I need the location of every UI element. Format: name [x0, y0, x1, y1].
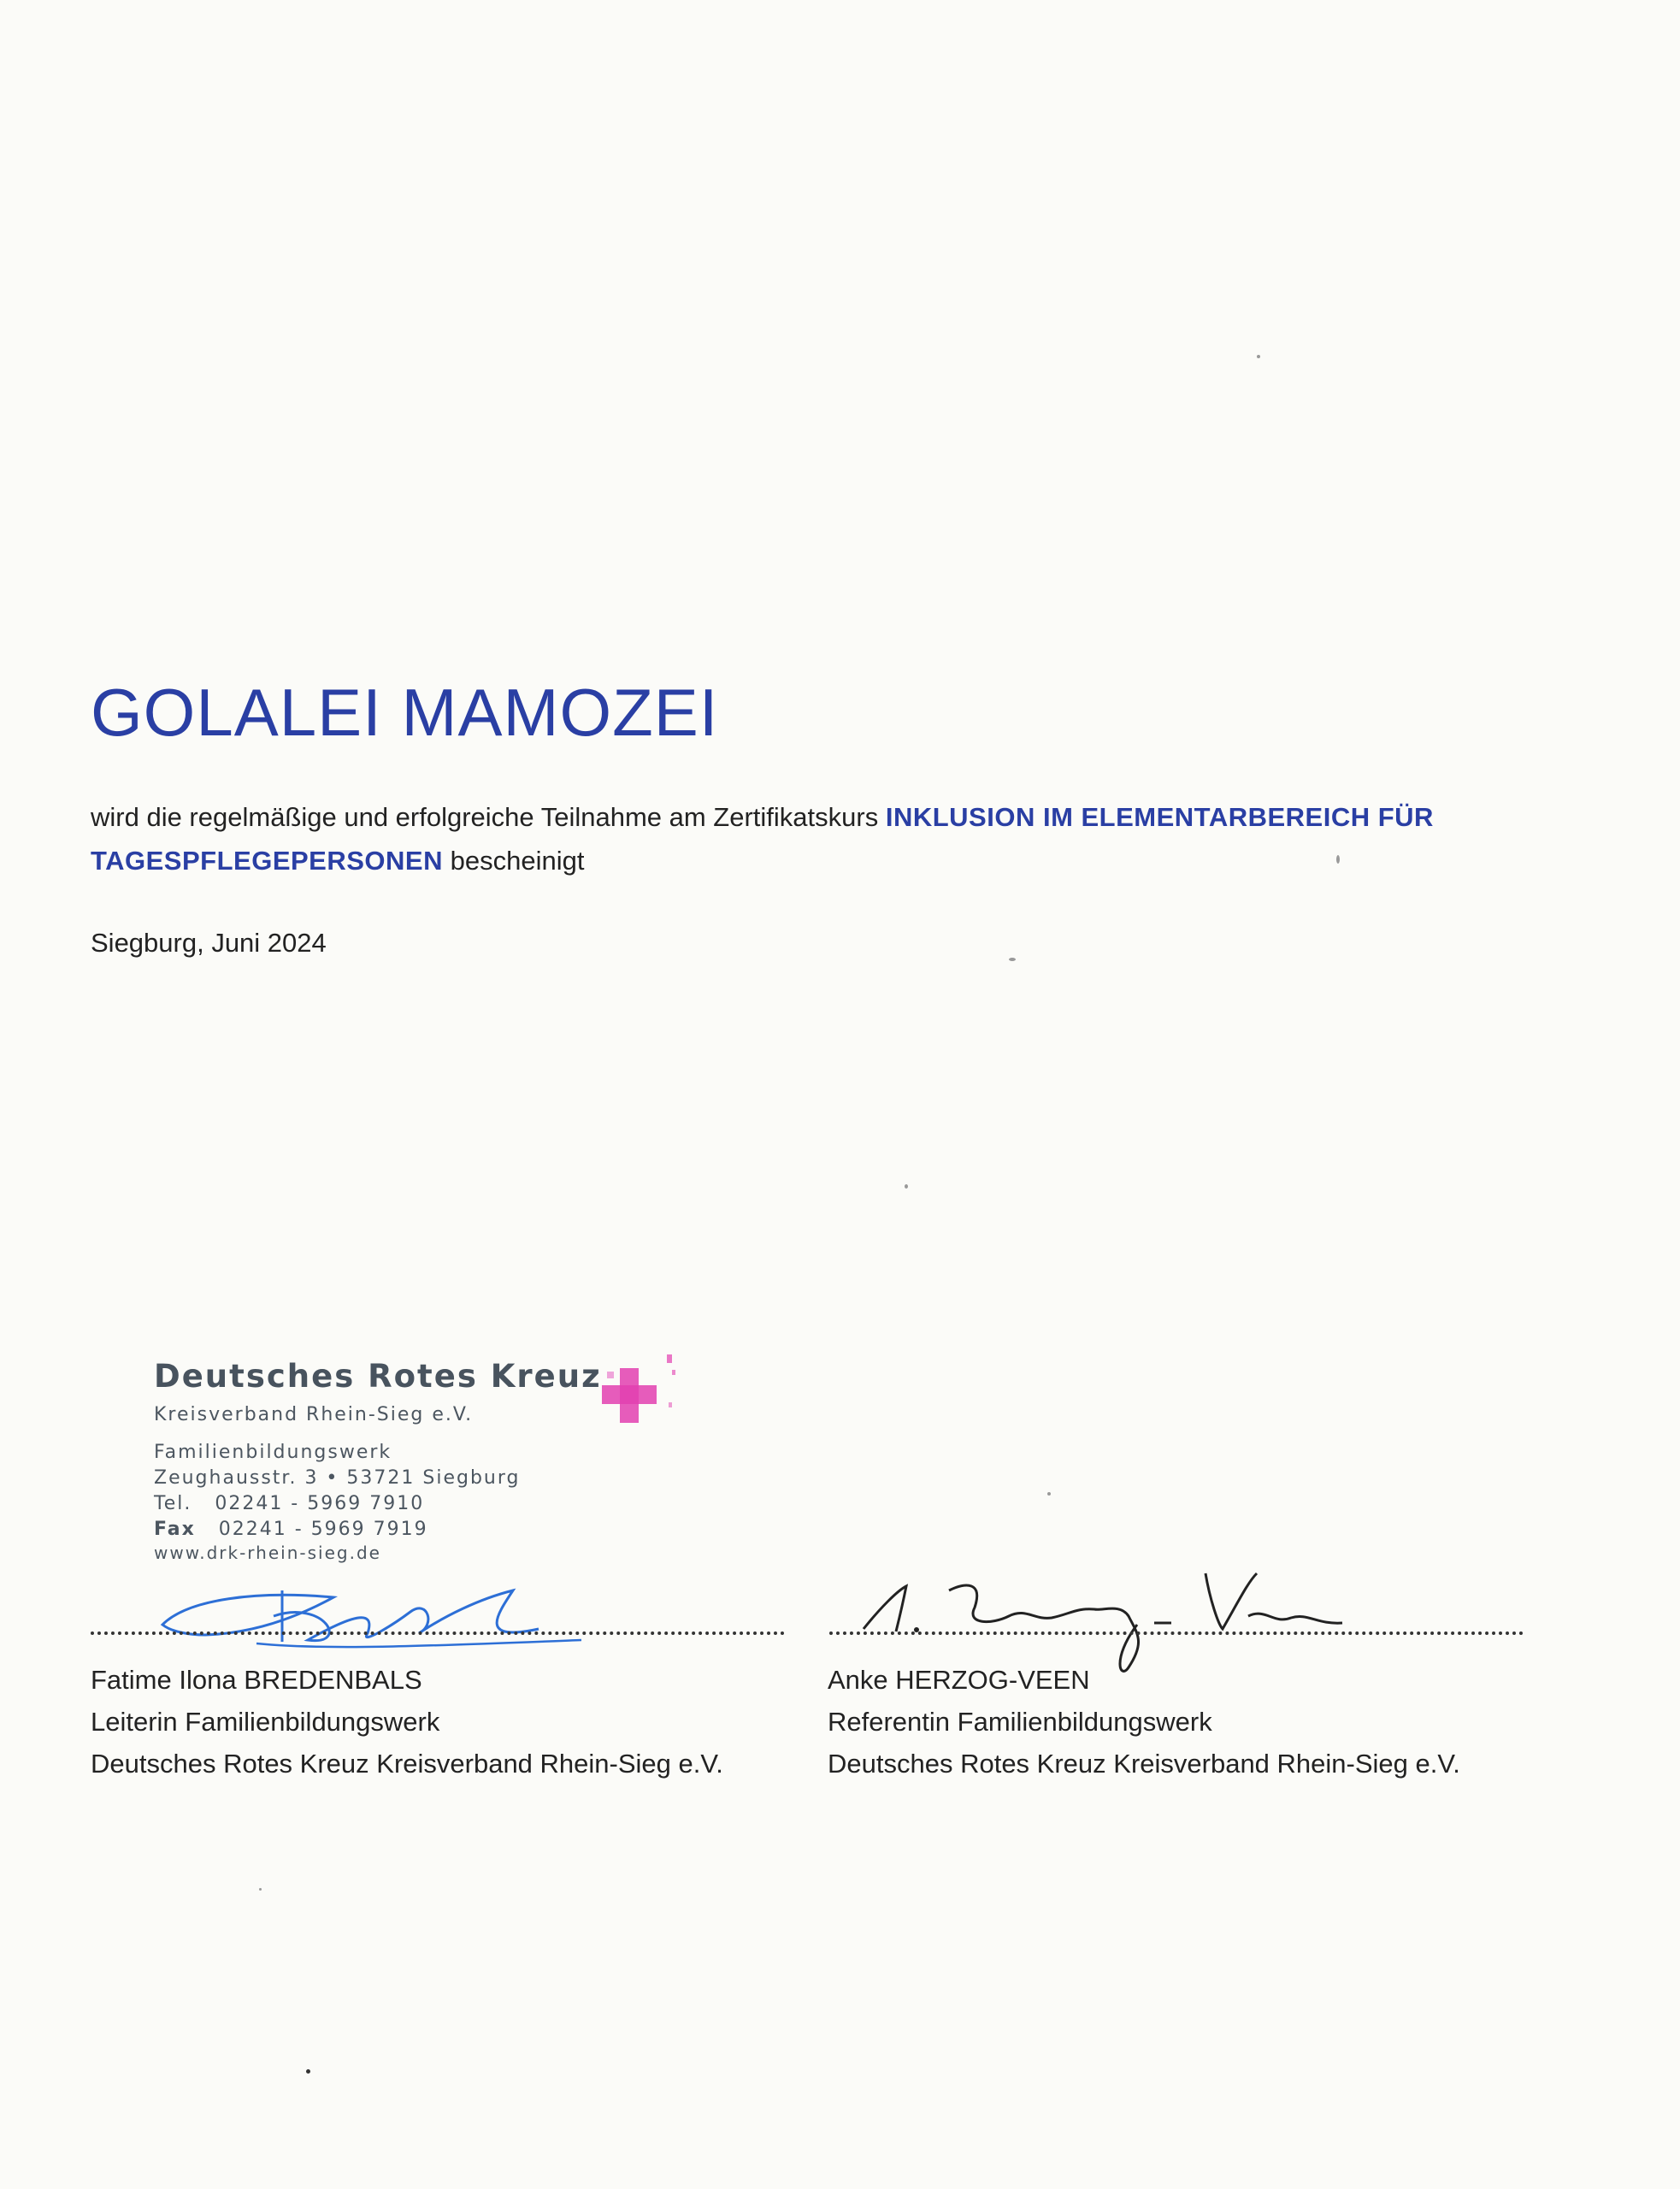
stamp-organization: Deutsches Rotes Kreuz: [154, 1358, 602, 1395]
statement-intro: wird die regelmäßige und erfolgreiche Teilnahme am Zertifikatskurs: [91, 802, 886, 832]
paper-speck: [1009, 958, 1016, 961]
paper-speck: [306, 2069, 310, 2074]
stamp-association: Kreisverband Rhein-Sieg e.V.: [154, 1404, 474, 1425]
statement-outro: bescheinigt: [443, 846, 585, 876]
stamp-fax: [154, 1519, 428, 1540]
organization-stamp: [154, 1358, 752, 1580]
signer-right-role: Referentin Familienbildungswerk: [828, 1707, 1212, 1737]
red-cross-icon: [590, 1351, 684, 1437]
signer-left-name: Fatime Ilona BREDENBALS: [91, 1665, 422, 1695]
stamp-tel-number: 02241 - 5969 7910: [215, 1493, 425, 1514]
paper-speck: [259, 1888, 262, 1891]
stamp-address: Zeughausstr. 3 • 53721 Siegburg: [154, 1467, 521, 1489]
signer-left: [91, 1659, 723, 1785]
course-title-line2: TAGESPFLEGEPERSONEN: [91, 846, 443, 876]
certificate-statement: [91, 795, 1476, 882]
stamp-tel: [154, 1493, 424, 1514]
stamp-department: Familienbildungswerk: [154, 1442, 392, 1463]
recipient-name: GOLALEI MAMOZEI: [91, 675, 719, 750]
signature-line-left: [91, 1631, 785, 1635]
paper-speck: [1047, 1492, 1051, 1496]
course-title-line1: INKLUSION IM ELEMENTARBEREICH FÜR: [885, 802, 1434, 832]
signature-left-image: [154, 1565, 598, 1659]
stamp-fax-number: 02241 - 5969 7919: [218, 1519, 428, 1540]
stamp-fax-label: Fax: [154, 1519, 196, 1540]
signer-right-name: Anke HERZOG-VEEN: [828, 1665, 1090, 1695]
signer-right: [828, 1659, 1460, 1785]
paper-speck: [1336, 855, 1340, 864]
paper-speck: [905, 1184, 908, 1189]
paper-speck: [1257, 355, 1260, 358]
signer-left-organization: Deutsches Rotes Kreuz Kreisverband Rhein-Sieg e.V.: [91, 1749, 723, 1779]
signer-left-role: Leiterin Familienbildungswerk: [91, 1707, 440, 1737]
stamp-tel-label: Tel.: [154, 1493, 192, 1514]
signer-right-organization: Deutsches Rotes Kreuz Kreisverband Rhein-Sieg e.V.: [828, 1749, 1460, 1779]
place-date: Siegburg, Juni 2024: [91, 928, 327, 958]
signature-line-right: [829, 1631, 1524, 1635]
stamp-web: www.drk-rhein-sieg.de: [154, 1543, 381, 1563]
